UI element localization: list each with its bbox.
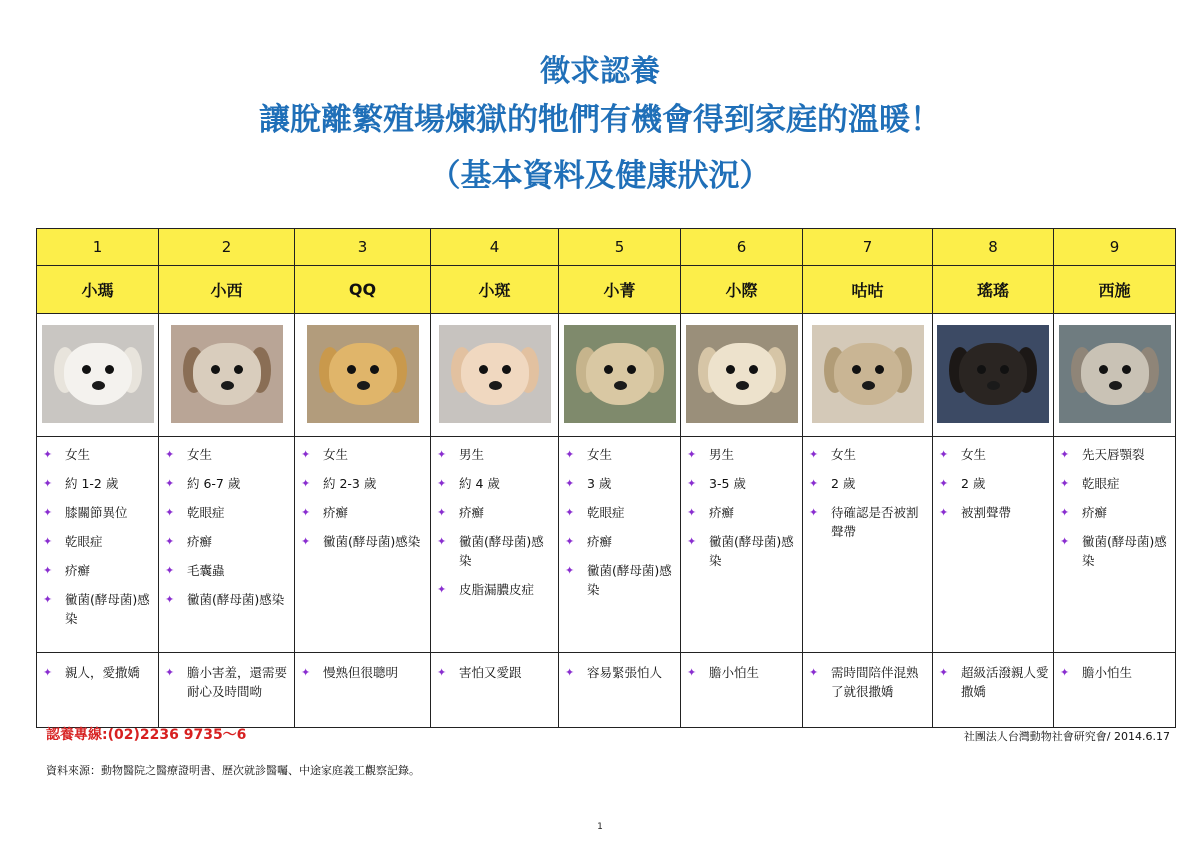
health-item: ✦ 約 1-2 歲 — [43, 474, 154, 493]
personality-list — [687, 663, 798, 682]
dog-nose — [489, 381, 502, 390]
dog-nose — [987, 381, 1000, 390]
title-block — [0, 52, 1200, 200]
dog-head — [329, 343, 397, 405]
dog-personality-cell — [681, 653, 803, 728]
dog-photo — [439, 325, 551, 423]
dog-number-cell: 1 — [37, 229, 159, 266]
personality-list — [437, 663, 554, 682]
health-list — [565, 445, 676, 599]
health-item: ✦ 疥癬 — [1060, 503, 1171, 522]
personality-item: ✦ 膽小怕生 — [1060, 663, 1171, 682]
personality-list — [1060, 663, 1171, 682]
adoption-hotline: 認養專線:(02)2236 9735～6 — [46, 727, 247, 743]
personality-item: ✦ 膽小害羞，還需要耐心及時間呦 — [165, 663, 290, 701]
dog-eye — [105, 365, 114, 374]
dog-eye — [726, 365, 735, 374]
personality-row — [37, 653, 1176, 728]
dog-name-cell: 咕咕 — [803, 266, 933, 314]
health-item: ✦ 黴菌(酵母菌)感染 — [301, 532, 426, 551]
dog-photo — [564, 325, 676, 423]
dog-head — [834, 343, 902, 405]
dog-eye — [1000, 365, 1009, 374]
health-list — [939, 445, 1049, 522]
health-list — [687, 445, 798, 570]
personality-item: ✦ 需時間陪伴混熟了就很撒嬌 — [809, 663, 928, 701]
dog-name-cell: 小斑 — [431, 266, 559, 314]
dog-health-cell — [37, 437, 159, 653]
dog-eye — [347, 365, 356, 374]
name-row — [37, 266, 1176, 314]
dog-nose — [357, 381, 370, 390]
dog-eye — [234, 365, 243, 374]
dog-eye — [604, 365, 613, 374]
health-item: ✦ 黴菌(酵母菌)感染 — [565, 561, 676, 599]
health-item: ✦ 黴菌(酵母菌)感染 — [687, 532, 798, 570]
health-item: ✦ 女生 — [939, 445, 1049, 464]
personality-item: ✦ 慢熟但很聰明 — [301, 663, 426, 682]
number-row — [37, 229, 1176, 266]
dog-personality-cell — [295, 653, 431, 728]
health-list — [1060, 445, 1171, 570]
dog-personality-cell — [37, 653, 159, 728]
personality-item: ✦ 超級活潑親人愛撒嬌 — [939, 663, 1049, 701]
dog-name-cell: 西施 — [1054, 266, 1176, 314]
dog-eye — [1099, 365, 1108, 374]
health-item: ✦ 先天唇顎裂 — [1060, 445, 1171, 464]
health-item: ✦ 3-5 歲 — [687, 474, 798, 493]
personality-list — [301, 663, 426, 682]
dog-number-cell: 4 — [431, 229, 559, 266]
health-item: ✦ 女生 — [43, 445, 154, 464]
dog-name-cell: 瑤瑤 — [933, 266, 1054, 314]
dog-eye — [749, 365, 758, 374]
adoption-table — [36, 228, 1176, 728]
dog-photo — [812, 325, 924, 423]
health-list — [809, 445, 928, 541]
dog-head — [959, 343, 1027, 405]
dog-number-cell: 3 — [295, 229, 431, 266]
dog-photo — [42, 325, 154, 423]
dog-number-cell: 2 — [159, 229, 295, 266]
dog-eye — [370, 365, 379, 374]
dog-eye — [977, 365, 986, 374]
dog-photo-cell — [37, 314, 159, 437]
personality-list — [43, 663, 154, 682]
dog-name-cell: 小西 — [159, 266, 295, 314]
dog-personality-cell — [159, 653, 295, 728]
health-list — [43, 445, 154, 628]
page-note: （基本資料及健康狀況） — [429, 158, 771, 194]
personality-item: ✦ 容易緊張怕人 — [565, 663, 676, 682]
dog-nose — [221, 381, 234, 390]
dog-head — [193, 343, 261, 405]
health-item: ✦ 毛囊蟲 — [165, 561, 290, 580]
dog-photo-cell — [933, 314, 1054, 437]
health-item: ✦ 黴菌(酵母菌)感染 — [1060, 532, 1171, 570]
health-item: ✦ 女生 — [165, 445, 290, 464]
dog-personality-cell — [559, 653, 681, 728]
dog-eye — [502, 365, 511, 374]
dog-photo-cell — [159, 314, 295, 437]
dog-photo — [307, 325, 419, 423]
health-item: ✦ 黴菌(酵母菌)感染 — [437, 532, 554, 570]
personality-list — [809, 663, 928, 701]
dog-nose — [862, 381, 875, 390]
dog-head — [586, 343, 654, 405]
photo-row — [37, 314, 1176, 437]
dog-head — [461, 343, 529, 405]
page-number: 1 — [597, 822, 603, 832]
dog-eye — [875, 365, 884, 374]
dog-photo-cell — [559, 314, 681, 437]
dog-health-cell — [803, 437, 933, 653]
dog-eye — [852, 365, 861, 374]
dog-name-cell: 小菁 — [559, 266, 681, 314]
health-item: ✦ 女生 — [809, 445, 928, 464]
health-item: ✦ 3 歲 — [565, 474, 676, 493]
dog-health-cell — [1054, 437, 1176, 653]
health-row — [37, 437, 1176, 653]
health-item: ✦ 疥癬 — [437, 503, 554, 522]
health-item: ✦ 2 歲 — [809, 474, 928, 493]
health-item: ✦ 約 6-7 歲 — [165, 474, 290, 493]
dog-eye — [627, 365, 636, 374]
dog-personality-cell — [803, 653, 933, 728]
dog-health-cell — [295, 437, 431, 653]
health-item: ✦ 黴菌(酵母菌)感染 — [43, 590, 154, 628]
health-item: ✦ 皮脂漏膿皮症 — [437, 580, 554, 599]
health-item: ✦ 男生 — [687, 445, 798, 464]
dog-personality-cell — [1054, 653, 1176, 728]
health-item: ✦ 黴菌(酵母菌)感染 — [165, 590, 290, 609]
dog-health-cell — [559, 437, 681, 653]
dog-photo — [1059, 325, 1171, 423]
data-source-note: 資料來源：動物醫院之醫療證明書、歷次就診醫囑、中途家庭義工觀察記錄。 — [46, 764, 420, 777]
health-item: ✦ 疥癬 — [301, 503, 426, 522]
dog-name-cell: 小瑪 — [37, 266, 159, 314]
dog-head — [64, 343, 132, 405]
health-item: ✦ 2 歲 — [939, 474, 1049, 493]
health-item: ✦ 約 2-3 歲 — [301, 474, 426, 493]
dog-health-cell — [431, 437, 559, 653]
dog-name-cell: QQ — [295, 266, 431, 314]
personality-item: ✦ 親人，愛撒嬌 — [43, 663, 154, 682]
health-item: ✦ 女生 — [565, 445, 676, 464]
health-list — [437, 445, 554, 599]
dog-photo — [686, 325, 798, 423]
dog-photo-cell — [431, 314, 559, 437]
dog-eye — [1122, 365, 1131, 374]
health-item: ✦ 疥癬 — [687, 503, 798, 522]
health-item: ✦ 乾眼症 — [165, 503, 290, 522]
dog-health-cell — [681, 437, 803, 653]
personality-list — [939, 663, 1049, 701]
dog-nose — [614, 381, 627, 390]
health-item: ✦ 乾眼症 — [43, 532, 154, 551]
dog-photo-cell — [1054, 314, 1176, 437]
health-list — [301, 445, 426, 551]
dog-photo-cell — [295, 314, 431, 437]
dog-number-cell: 8 — [933, 229, 1054, 266]
health-item: ✦ 男生 — [437, 445, 554, 464]
dog-number-cell: 7 — [803, 229, 933, 266]
dog-photo — [937, 325, 1049, 423]
dog-number-cell: 6 — [681, 229, 803, 266]
health-item: ✦ 疥癬 — [43, 561, 154, 580]
dog-name-cell: 小際 — [681, 266, 803, 314]
personality-list — [165, 663, 290, 701]
dog-photo-cell — [803, 314, 933, 437]
dog-nose — [736, 381, 749, 390]
dog-photo — [171, 325, 283, 423]
health-item: ✦ 疥癬 — [165, 532, 290, 551]
personality-list — [565, 663, 676, 682]
health-item: ✦ 疥癬 — [565, 532, 676, 551]
dog-health-cell — [159, 437, 295, 653]
dog-head — [708, 343, 776, 405]
page-subtitle: 讓脫離繁殖場煉獄的牠們有機會得到家庭的溫暖！ — [259, 102, 941, 138]
health-item: ✦ 待確認是否被割聲帶 — [809, 503, 928, 541]
health-item: ✦ 女生 — [301, 445, 426, 464]
health-item: ✦ 膝關節異位 — [43, 503, 154, 522]
personality-item: ✦ 膽小怕生 — [687, 663, 798, 682]
dog-eye — [211, 365, 220, 374]
dog-number-cell: 5 — [559, 229, 681, 266]
organization-credit: 社團法人台灣動物社會研究會/ 2014.6.17 — [963, 730, 1170, 743]
dog-head — [1081, 343, 1149, 405]
health-item: ✦ 被割聲帶 — [939, 503, 1049, 522]
dog-nose — [92, 381, 105, 390]
health-item: ✦ 乾眼症 — [565, 503, 676, 522]
health-item: ✦ 約 4 歲 — [437, 474, 554, 493]
dog-photo-cell — [681, 314, 803, 437]
page-title: 徵求認養 — [540, 54, 660, 89]
dog-personality-cell — [933, 653, 1054, 728]
dog-eye — [479, 365, 488, 374]
health-list — [165, 445, 290, 609]
health-item: ✦ 乾眼症 — [1060, 474, 1171, 493]
dog-eye — [82, 365, 91, 374]
dog-health-cell — [933, 437, 1054, 653]
dog-personality-cell — [431, 653, 559, 728]
personality-item: ✦ 害怕又愛跟 — [437, 663, 554, 682]
dog-number-cell: 9 — [1054, 229, 1176, 266]
dog-nose — [1109, 381, 1122, 390]
